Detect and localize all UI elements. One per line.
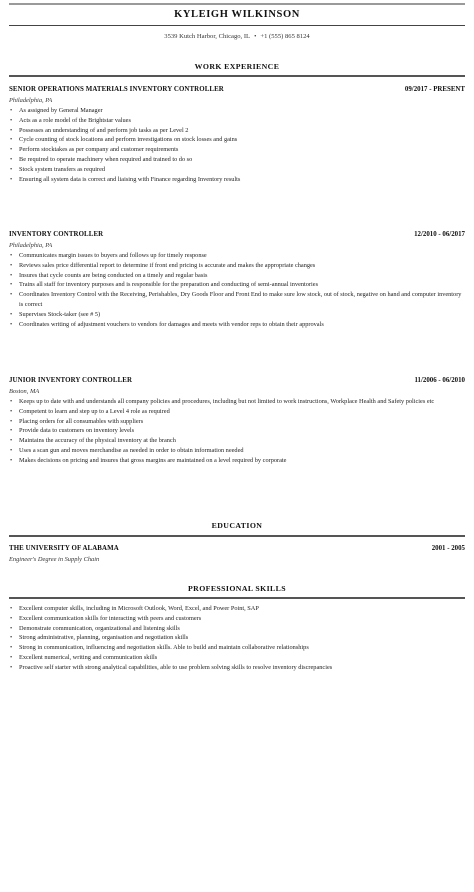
school-name: THE UNIVERSITY OF ALABAMA bbox=[9, 545, 119, 552]
job-location: Boston, MA bbox=[9, 388, 40, 395]
job-location: Philadelphia, PA bbox=[9, 242, 53, 249]
name-rule bbox=[9, 25, 465, 26]
list-item: • Proactive self starter with strong analytical capabilities, able to use problem solving skills to resolve inventory discrepancies bbox=[9, 663, 465, 673]
list-item: • As assigned by General Manager bbox=[9, 106, 465, 116]
skills-list bbox=[9, 604, 465, 673]
list-item: • Be required to operate machinery when required and trained to do so bbox=[9, 155, 465, 165]
list-item: • Perform stocktakes as per company and customer requirements bbox=[9, 145, 465, 155]
list-item: • Makes decisions on pricing and insures that gross margins are maintained on a level required by corporate bbox=[9, 456, 465, 466]
job-bullets bbox=[9, 397, 465, 466]
top-rule bbox=[9, 3, 465, 5]
list-item: • Excellent numerical, writing and communication skills bbox=[9, 653, 465, 663]
list-item: • Excellent communication skills for interacting with peers and customers bbox=[9, 614, 465, 624]
list-item: • Acts as a role model of the Brightstar values bbox=[9, 116, 465, 126]
job-entry-2 bbox=[9, 231, 465, 329]
list-item: • Strong in communication, influencing and negotiation skills. Able to build and maintain collaborative relationships bbox=[9, 643, 465, 653]
job-dates: 11/2006 - 06/2010 bbox=[414, 377, 465, 384]
list-item: • Reviews sales price differential report to determine if front end pricing is accurate and makes the appropriate changes bbox=[9, 261, 465, 271]
section-title-professional-skills: PROFESSIONAL SKILLS bbox=[188, 584, 286, 593]
list-item: • Trains all staff for inventory purposes and is responsible for the preparation and conducting of semi-annual inventories bbox=[9, 280, 465, 290]
section-title-education: EDUCATION bbox=[211, 521, 263, 530]
education-entry bbox=[9, 545, 465, 564]
list-item: • Provide data to customers on inventory levels bbox=[9, 426, 465, 436]
section-rule-skills bbox=[9, 597, 465, 599]
candidate-name: KYLEIGH WILKINSON bbox=[174, 9, 300, 20]
job-location: Philadelphia, PA bbox=[9, 97, 53, 104]
list-item: • Supervises Stock-taker (see # 5) bbox=[9, 310, 465, 320]
section-rule-work bbox=[9, 75, 465, 77]
list-item: • Insures that cycle counts are being conducted on a timely and regular basis bbox=[9, 271, 465, 281]
contact-address: 3539 Kutch Harbor, Chicago, IL bbox=[164, 33, 251, 40]
job-header bbox=[9, 86, 465, 96]
job-title: INVENTORY CONTROLLER bbox=[9, 231, 104, 238]
job-dates: 09/2017 - PRESENT bbox=[404, 86, 465, 93]
list-item: • Stock system transfers as required bbox=[9, 165, 465, 175]
contact-phone: +1 (555) 865 8124 bbox=[260, 33, 310, 40]
list-item: • Excellent computer skills, including in Microsoft Outlook, Word, Excel, and Power Point, SAP bbox=[9, 604, 465, 614]
contact-line bbox=[0, 33, 474, 40]
job-header bbox=[9, 377, 465, 387]
list-item: • Coordinates writing of adjustment vouchers to vendors for damages and meets with vendor reps to obtain their approvals bbox=[9, 320, 465, 330]
job-entry-3 bbox=[9, 377, 465, 466]
list-item: • Possesses an understanding of and perform job tasks as per Level 2 bbox=[9, 126, 465, 136]
job-bullets bbox=[9, 251, 465, 329]
list-item: • Demonstrate communication, organizational and listening skills bbox=[9, 624, 465, 634]
skills-entry bbox=[9, 603, 465, 673]
list-item: • Cycle counting of stock locations and perform investigations on stock losses and gains bbox=[9, 135, 465, 145]
job-dates: 12/2010 - 06/2017 bbox=[414, 231, 465, 238]
list-item: • Strong administrative, planning, organisation and negotiation skills bbox=[9, 633, 465, 643]
list-item: • Competent to learn and step up to a Level 4 role as required bbox=[9, 407, 465, 417]
section-title-work-experience: WORK EXPERIENCE bbox=[194, 62, 280, 71]
education-header bbox=[9, 545, 465, 555]
job-bullets bbox=[9, 106, 465, 184]
list-item: • Maintains the accuracy of the physical inventory at the branch bbox=[9, 436, 465, 446]
contact-separator: • bbox=[254, 33, 257, 40]
list-item: • Coordinates Inventory Control with the Receiving, Perishables, Dry Goods Floor and Front End to make sure low stock, out of stock, negative on hand and computer inventory is correct bbox=[9, 290, 465, 310]
job-title: JUNIOR INVENTORY CONTROLLER bbox=[9, 377, 133, 384]
job-header bbox=[9, 231, 465, 241]
education-dates: 2001 - 2005 bbox=[431, 545, 465, 552]
list-item: • Ensuring all system data is correct and liaising with Finance regarding Inventory results bbox=[9, 175, 465, 185]
job-entry-1 bbox=[9, 86, 465, 184]
list-item: • Keeps up to date with and understands all company policies and procedures, including but not limited to work instructions, Workplace Health and Safety policies etc bbox=[9, 397, 465, 407]
list-item: • Communicates margin issues to buyers and follows up for timely response bbox=[9, 251, 465, 261]
list-item: • Placing orders for all consumables with suppliers bbox=[9, 417, 465, 427]
section-rule-education bbox=[9, 535, 465, 537]
job-title: SENIOR OPERATIONS MATERIALS INVENTORY CONTROLLER bbox=[9, 86, 224, 93]
degree: Engineer's Degree in Supply Chain bbox=[9, 556, 100, 563]
list-item: • Uses a scan gun and moves merchandise as needed in order to obtain information needed bbox=[9, 446, 465, 456]
